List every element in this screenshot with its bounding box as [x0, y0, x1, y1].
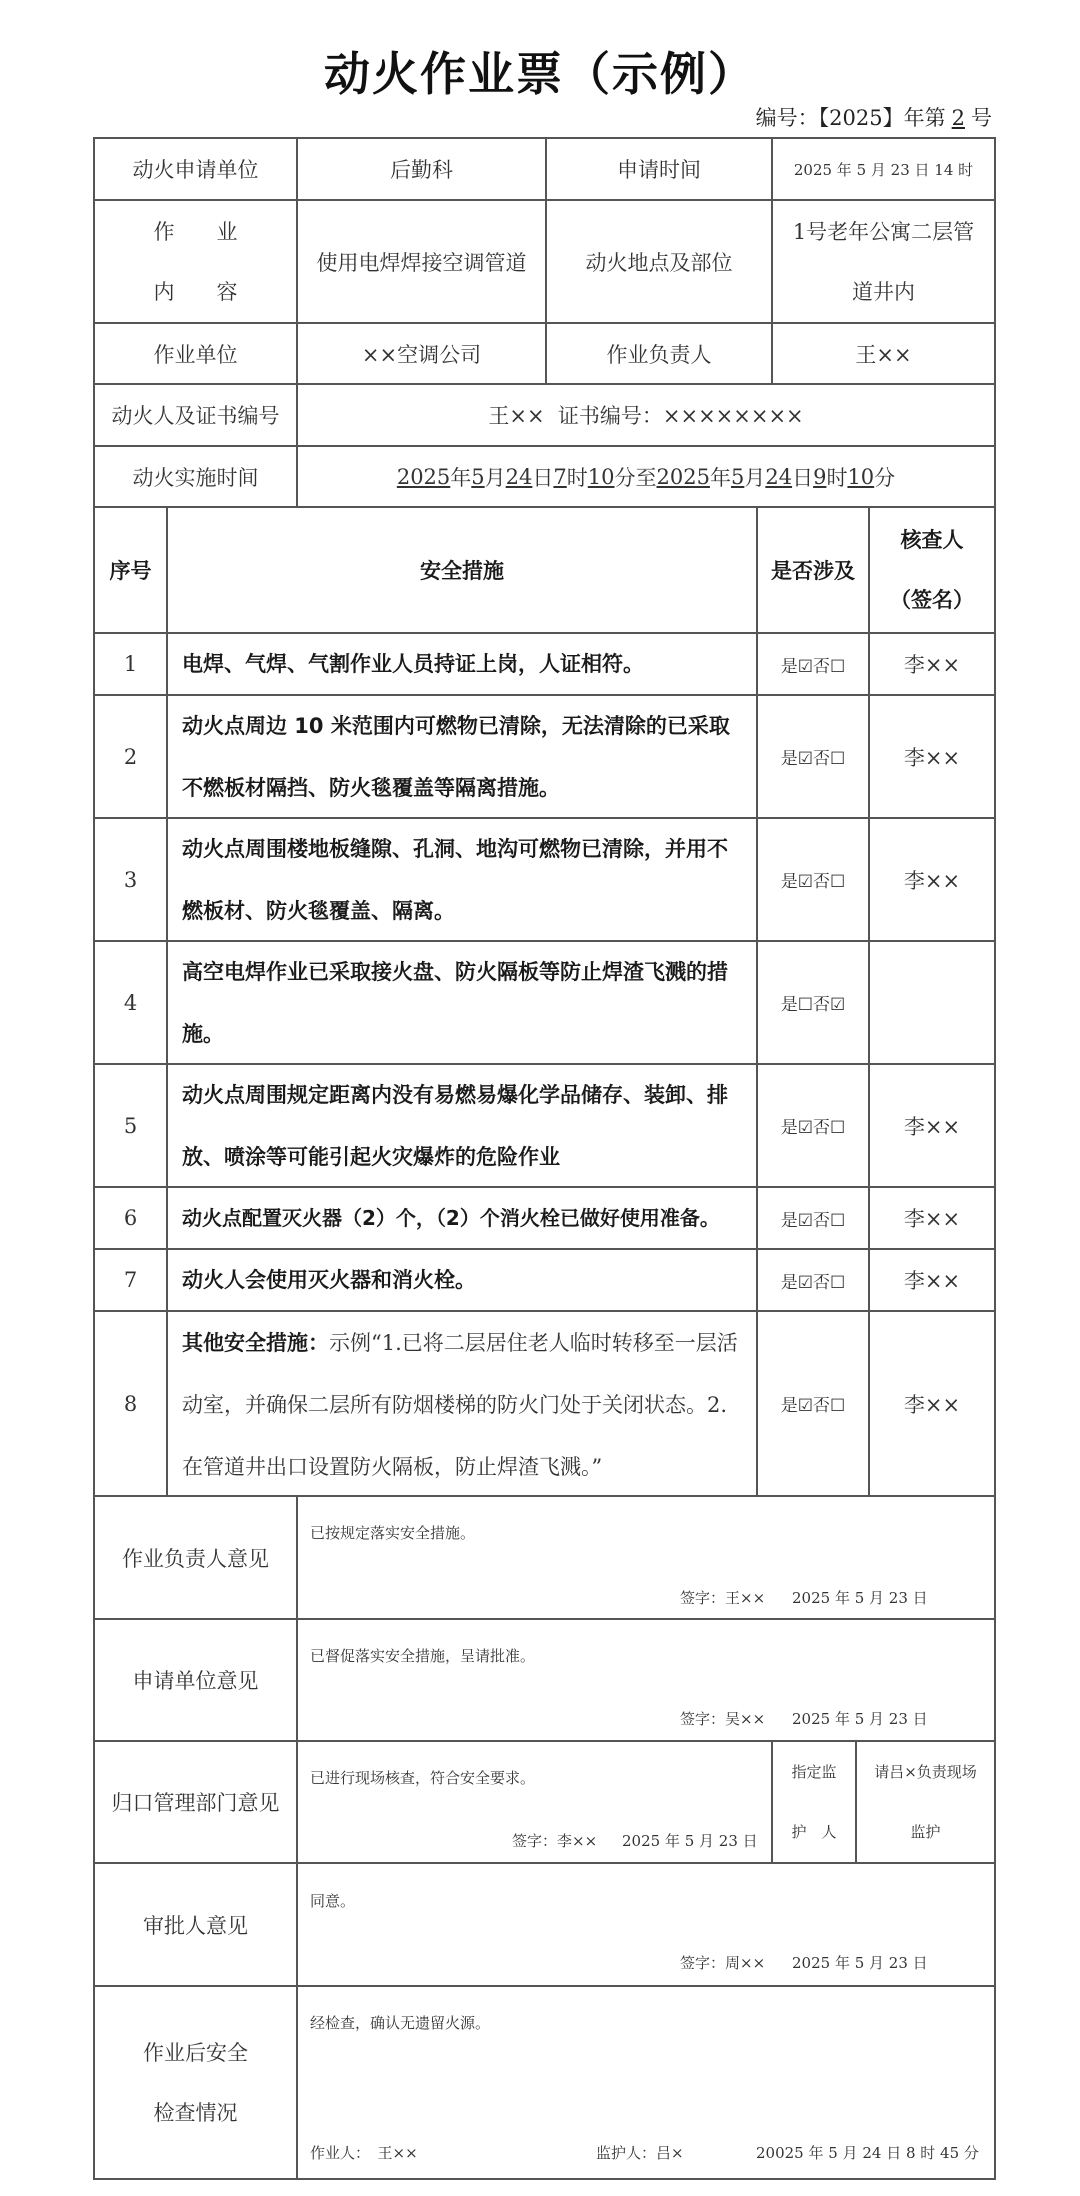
approver-opinion-text: 同意。 — [310, 1892, 356, 1910]
location-value: 1号老年公寓二层管 道井内 — [792, 219, 975, 304]
applicant-signature: 签字：吴×× — [680, 1710, 766, 1728]
measure-row-checker — [870, 942, 994, 1063]
leader-opinion-text: 已按规定落实安全措施。 — [310, 1524, 476, 1542]
header-measure: 安全措施 — [420, 559, 504, 583]
measure-row-involved-checkbox[interactable]: 是☑否☐ — [780, 1210, 846, 1231]
apply-unit-value: 后勤科 — [390, 158, 453, 182]
table-border-right — [994, 137, 996, 2180]
post-check-datetime: 20025 年 5 月 24 日 8 时 45 分 — [756, 2144, 979, 2162]
measure-row-checker: 李×× — [903, 745, 961, 770]
management-opinion-text: 已进行现场核查，符合安全要求。 — [310, 1769, 536, 1787]
post-check-label: 作业后安全 检查情况 — [143, 2040, 248, 2125]
post-check-text: 经检查，确认无遗留火源。 — [310, 2014, 491, 2032]
management-opinion-label: 归口管理部门意见 — [111, 1791, 280, 1815]
work-leader-value: 王×× — [855, 342, 912, 367]
management-signature: 签字：李×× — [512, 1832, 598, 1850]
measure-row-involved-checkbox[interactable]: 是☑否☐ — [780, 1272, 846, 1293]
applicant-opinion-label: 申请单位意见 — [132, 1669, 259, 1693]
approver-signature: 签字：周×× — [680, 1954, 766, 1972]
header-no: 序号 — [109, 559, 152, 583]
apply-time-label: 申请时间 — [617, 158, 701, 182]
measure-row-no: 7 — [123, 1268, 138, 1292]
measure-row-no: 2 — [123, 744, 138, 769]
measure-row-checker: 李×× — [903, 1207, 961, 1231]
measure-row-text: 动火点周围规定距离内没有易燃易爆化学品储存、装卸、排放、喷涂等可能引起火灾爆炸的危险作业 — [182, 1082, 728, 1169]
measure-row-no: 3 — [123, 867, 138, 892]
applicant-date: 2025 年 5 月 23 日 — [792, 1710, 928, 1728]
operator-label: 动火人及证书编号 — [111, 404, 280, 428]
guardian-label: 指定监 护 人 — [791, 1763, 837, 1841]
other-measures-label: 其他安全措施： — [182, 1331, 329, 1355]
measure-row-checker: 李×× — [903, 1269, 961, 1293]
guardian-value: 请吕×负责现场 监护 — [874, 1763, 977, 1841]
measure-row-checker: 李×× — [903, 1114, 961, 1139]
work-unit-label: 作业单位 — [153, 342, 238, 367]
operator-value: 王×× 证书编号：×××××××× — [488, 404, 804, 428]
management-date: 2025 年 5 月 23 日 — [622, 1832, 758, 1850]
work-leader-label: 作业负责人 — [606, 342, 712, 367]
exec-time-value: 2025 年 5 月 24 日 7 时 10 分 至 2025 年 5 月 24 日 9 时 10 分 — [396, 464, 896, 490]
apply-time-value: 2025 年 5 月 23 日 14 时 — [793, 160, 974, 179]
measure-row-text: 其他安全措施：示例“1.已将二层居住老人临时转移至一层活动室，并确保二层所有防烟楼梯的防火门处于关闭状态。2.在管道井出口设置防火隔板，防止焊渣飞溅。” — [182, 1331, 738, 1479]
measure-row-involved-checkbox[interactable]: 是☑否☐ — [780, 656, 846, 677]
measure-row-no: 6 — [123, 1206, 138, 1230]
measure-row-involved-checkbox[interactable]: 是☑否☐ — [780, 872, 846, 892]
measure-row-checker: 李×× — [903, 868, 961, 893]
col-divider — [296, 1495, 298, 2178]
work-content-value: 使用电焊焊接空调管道 — [316, 250, 527, 275]
measure-row-text: 动火点配置灭火器（2）个，（2）个消火栓已做好使用准备。 — [182, 1206, 720, 1230]
approver-opinion-label: 审批人意见 — [143, 1913, 248, 1938]
leader-signature: 签字：王×× — [680, 1589, 766, 1607]
document-number: 编号：【2025】年第 2 号 — [755, 106, 992, 130]
work-unit-value: ××空调公司 — [361, 342, 482, 367]
post-check-worker: 作业人： 王×× — [310, 2144, 418, 2162]
header-checker: 核查人 （签名） — [890, 528, 974, 612]
location-label: 动火地点及部位 — [585, 250, 733, 275]
post-check-guardian: 监护人：吕× — [596, 2144, 684, 2162]
page-title: 动火作业票（示例） — [324, 47, 756, 101]
apply-unit-label: 动火申请单位 — [132, 158, 259, 182]
leader-date: 2025 年 5 月 23 日 — [792, 1589, 928, 1607]
measure-row-text: 动火点周边 10 米范围内可燃物已清除，无法清除的已采取不燃板材隔挡、防火毯覆盖等隔离措施。 — [182, 713, 730, 800]
work-content-label: 作 业 内 容 — [153, 219, 238, 304]
header-involved: 是否涉及 — [771, 559, 855, 583]
measure-row-text: 动火人会使用灭火器和消火栓。 — [182, 1268, 476, 1292]
measure-row-text: 动火点周围楼地板缝隙、孔洞、地沟可燃物已清除，并用不燃板材、防火毯覆盖、隔离。 — [182, 836, 728, 923]
measure-row-involved-checkbox[interactable]: 是☑否☐ — [780, 1118, 846, 1138]
measure-row-no: 4 — [123, 990, 138, 1015]
measure-row-no: 1 — [123, 652, 138, 676]
measure-row-no: 5 — [123, 1113, 138, 1138]
measure-row-checker: 李×× — [903, 1392, 961, 1417]
table-border-bottom — [93, 2178, 996, 2180]
measure-row-text: 电焊、气焊、气割作业人员持证上岗，人证相符。 — [182, 652, 644, 676]
leader-opinion-label: 作业负责人意见 — [122, 1546, 269, 1571]
measure-row-text: 高空电焊作业已采取接火盘、防火隔板等防止焊渣飞溅的措施。 — [182, 959, 728, 1046]
measure-row-involved-checkbox[interactable]: 是☑否☐ — [780, 749, 846, 769]
document-number-value: 2 — [951, 106, 965, 130]
measure-row-no: 8 — [123, 1391, 138, 1416]
approver-date: 2025 年 5 月 23 日 — [792, 1954, 928, 1972]
measure-row-checker: 李×× — [903, 653, 961, 677]
measure-row-involved-checkbox[interactable]: 是☑否☐ — [780, 1396, 846, 1416]
measure-row-involved-checkbox[interactable]: 是☐否☑ — [780, 995, 846, 1015]
applicant-opinion-text: 已督促落实安全措施，呈请批准。 — [310, 1647, 536, 1665]
exec-time-label: 动火实施时间 — [132, 465, 259, 490]
